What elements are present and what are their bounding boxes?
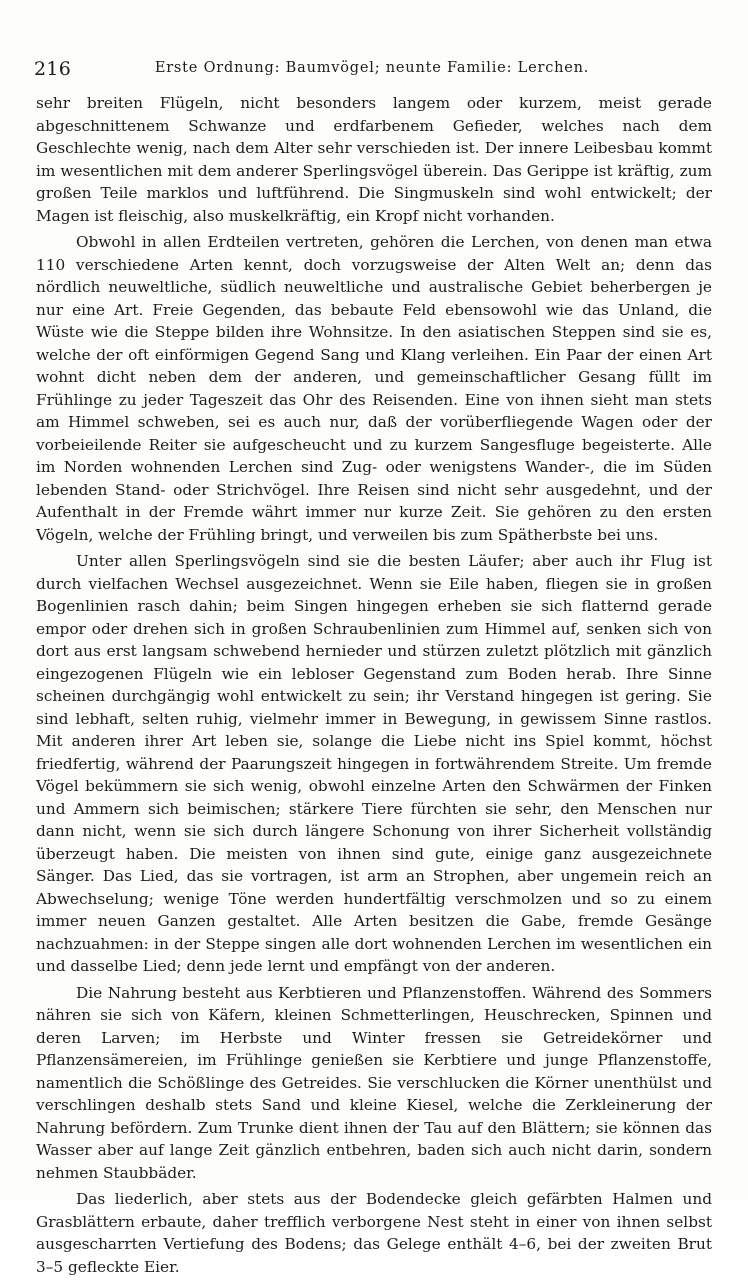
paragraph-3: Unter allen Sperlingsvögeln sind sie die besten Läufer; aber auch ihr Flug ist durch vielfachen Wechsel ausgezeichnet. Wenn sie Eile haben, fliegen sie in großen Bogenlinien rasch dahin; beim Singen hingegen erheben sie sich flatternd gerade empor oder drehen sich in großen Schraubenlinien zum Himmel auf, senken sich von dort aus erst langsam schwebend hernieder und stürzen zuletzt plötzlich mit gänzlich eingezogenen Flügeln wie ein lebloser Gegenstand zum Boden herab. Ihre Sinne scheinen durchgängig wohl entwickelt zu sein; ihr Verstand hingegen ist gering. Sie sind lebhaft, selten ruhig, vielmehr immer in Bewegung, in gewissem Sinne rastlos. Mit anderen ihrer Art leben sie, solange die Liebe nicht ins Spiel kommt, höchst friedfertig, während der Paarungszeit hingegen in fortwährendem Streite. Um fremde Vögel bekümmern sie sich wenig, obwohl einzelne Arten den Schwärmen der Finken und Ammern sich beimischen; stärkere Tiere fürchten sie sehr, den Menschen nur dann nicht, wenn sie sich durch längere Schonung von ihrer Sicherheit vollständig überzeugt haben. Die meisten von ihnen sind gute, einige ganz ausgezeichnete Sänger. Das Lied, das sie vortragen, ist arm an Strophen, aber ungemein reich an Abwechselung; wenige Töne werden hundertfältig verschmolzen und so zu einem immer neuen Ganzen gestaltet. Alle Arten besitzen die Gabe, fremde Gesänge nachzuahmen: in der Steppe singen alle dort wohnenden Lerchen im wesentlichen ein und dasselbe Lied; denn jede lernt und empfängt von der anderen.: [36, 552, 712, 975]
paragraph-5: Das liederlich, aber stets aus der Bodendecke gleich gefärbten Halmen und Grasblättern erbaute, daher trefflich verborgene Nest steht in einer von ihnen selbst ausgescharrten Vertiefung des Bodens; das Gelege enthält 4–6, bei der zweiten Brut 3–5 gefleckte Eier.: [36, 1190, 712, 1276]
paragraph-4: Die Nahrung besteht aus Kerbtieren und Pflanzenstoffen. Während des Sommers nähren sie sich von Käfern, kleinen Schmetterlingen, Heuschrecken, Spinnen und deren Larven; im Herbste und Winter fressen sie Getreidekörner und Pflanzensämereien, im Frühlinge genießen sie Kerbtiere und junge Pflanzenstoffe, namentlich die Schößlinge des Getreides. Sie verschlucken die Körner unenthülst und verschlingen deshalb stets Sand und kleine Kiesel, welche die Zerkleinerung der Nahrung befördern. Zum Trunke dient ihnen der Tau auf den Blättern; sie können das Wasser aber auf lange Zeit gänzlich entbehren, baden sich auch nicht darin, sondern nehmen Staubbäder.: [36, 983, 712, 1182]
body-text: [36, 92, 712, 1282]
page-header: [34, 58, 710, 88]
paragraph-2: Obwohl in allen Erdteilen vertreten, gehören die Lerchen, von denen man etwa 110 verschiedene Arten kennt, doch vorzugsweise der Alten Welt an; denn das nördlich neuweltliche, südlich neuweltliche und australische Gebiet beherbergen je nur eine Art. Freie Gegenden, das bebaute Feld ebensowohl wie das Unland, die Wüste wie die Steppe bilden ihre Wohnsitze. In den asiatischen Steppen sind sie es, welche der oft einförmigen Gegend Sang und Klang verleihen. Ein Paar der einen Art wohnt dicht neben dem der anderen, und gemeinschaftlicher Gesang füllt im Frühlinge zu jeder Tageszeit das Ohr des Reisenden. Eine von ihnen sieht man stets am Himmel schweben, sei es auch nur, daß der vorüberfliegende Wagen oder der vorbeieilende Reiter sie aufgescheucht und zu kurzem Sangesfluge begeisterte. Alle im Norden wohnenden Lerchen sind Zug- oder wenigstens Wander-, die im Süden lebenden Stand- oder Strichvögel. Ihre Reisen sind nicht sehr ausgedehnt, und der Aufenthalt in der Fremde währt immer nur kurze Zeit. Sie gehören zu den ersten Vögeln, welche der Frühling bringt, und verweilen bis zum Spätherbste bei uns.: [36, 233, 712, 544]
paragraph-1: sehr breiten Flügeln, nicht besonders langem oder kurzem, meist gerade abgeschnittenem Schwanze und erdfarbenem Gefieder, welches nach dem Geschlechte wenig, nach dem Alter sehr verschieden ist. Der innere Leibesbau kommt im wesentlichen mit dem anderer Sperlingsvögel überein. Das Gerippe ist kräftig, zum großen Teile marklos und luftführend. Die Singmuskeln sind wohl entwickelt; der Magen ist fleischig, also muskelkräftig, ein Kropf nicht vorhanden.: [36, 94, 712, 225]
page-number: 216: [34, 58, 72, 80]
running-head: Erste Ordnung: Baumvögel; neunte Familie: Lerchen.: [154, 60, 590, 76]
